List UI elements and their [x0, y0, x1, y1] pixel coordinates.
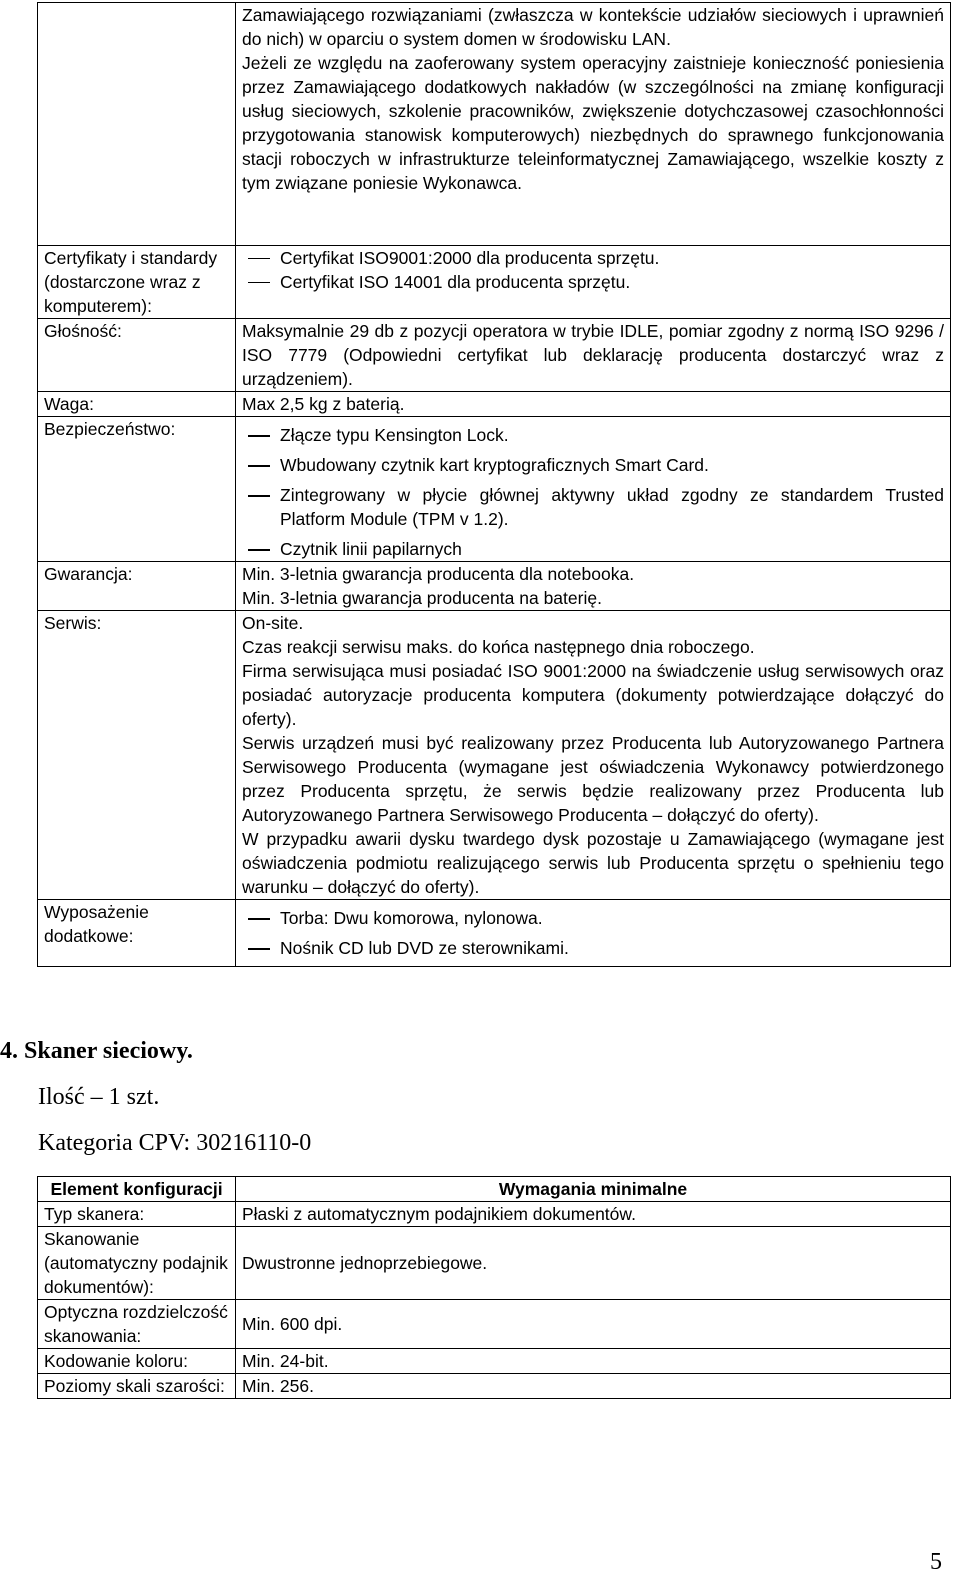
table-row	[38, 392, 951, 417]
table-row	[38, 900, 951, 967]
cpv-text: Kategoria CPV: 30216110-0	[38, 1130, 312, 1156]
row-label: Skanowanie (automatyczny podajnik dokumentów):	[38, 1227, 236, 1300]
requirement-text: Jeżeli ze względu na zaoferowany system operacyjny zaistnieje konieczność poniesienia przez Zamawiającego dodatkowych nakładów (w szczególności na zmianę konfiguracji usług sieciowych, szkolenie pracowników, zwiększenie dotychczasowej czasochłonności przygotowania stanowisk komputerowych) niezbędnych do sprawnego funkcjonowania stacji roboczych w infrastrukturze teleinformatycznej Zamawiającego, wszelkie koszty z tym związane poniesie Wykonawca.	[242, 53, 944, 193]
list-item: Wbudowany czytnik kart kryptograficznych Smart Card.	[242, 453, 944, 477]
column-header-requirements: Wymagania minimalne	[236, 1177, 951, 1202]
list-item: Zintegrowany w płycie głównej aktywny układ zgodny ze standardem Trusted Platform Module (TPM v 1.2).	[242, 483, 944, 531]
row-label-wyposazenie: Wyposażenie dodatkowe:	[38, 900, 236, 967]
list-item: Certyfikat ISO 14001 dla producenta sprzętu.	[242, 270, 944, 294]
row-label-bezpieczenstwo: Bezpieczeństwo:	[38, 417, 236, 562]
list-item: Firma serwisująca musi posiadać ISO 9001:2000 na świadczenie usług serwisowych oraz posiadać autoryzacje producenta komputera (dokumenty potwierdzające dołączyć do oferty).	[242, 661, 944, 729]
column-header-element: Element konfiguracji	[38, 1177, 236, 1202]
list-item: W przypadku awarii dysku twardego dysk pozostaje u Zamawiającego (wymagane jest oświadczenia podmiotu realizującego serwis lub Producenta sprzętu o spełnieniu tego warunku – dołączyć do oferty).	[242, 829, 944, 897]
list-item: On-site.	[242, 613, 304, 633]
table-row	[38, 1202, 951, 1227]
row-label-serwis: Serwis:	[38, 611, 236, 900]
row-label: Kodowanie koloru:	[38, 1349, 236, 1374]
row-label-glosnosc: Głośność:	[38, 319, 236, 392]
table-header-row	[38, 1177, 951, 1202]
list-item: Czytnik linii papilarnych	[242, 537, 944, 561]
list-item: Złącze typu Kensington Lock.	[242, 423, 944, 447]
row-value: Min. 24-bit.	[236, 1349, 951, 1374]
row-label: Poziomy skali szarości:	[38, 1374, 236, 1399]
row-value: Min. 600 dpi.	[236, 1300, 951, 1349]
row-value-waga: Max 2,5 kg z baterią.	[236, 392, 951, 417]
row-value: Min. 256.	[236, 1374, 951, 1399]
row-label: Optyczna rozdzielczość skanowania:	[38, 1300, 236, 1349]
table-row	[38, 1227, 951, 1300]
spec-table-scanner	[37, 1176, 951, 1399]
row-label-gwarancja: Gwarancja:	[38, 562, 236, 611]
table-row	[38, 246, 951, 319]
list-item: Czas reakcji serwisu maks. do końca następnego dnia roboczego.	[242, 637, 755, 657]
table-row	[38, 319, 951, 392]
row-label: Typ skanera:	[38, 1202, 236, 1227]
page-number: 5	[930, 1549, 942, 1575]
spec-table-notebook	[37, 2, 951, 967]
list-item: Serwis urządzeń musi być realizowany przez Producenta lub Autoryzowanego Partnera Serwisowego Producenta (wymagane jest oświadczenia Wykonawcy potwierdzonego przez Producenta sprzętu, że serwis będzie realizowany przez Producenta lub Autoryzowanego Partnera Serwisowego Producenta – dołączyć do oferty).	[242, 733, 944, 825]
section-title: 4. Skaner sieciowy.	[0, 1038, 193, 1064]
table-row	[38, 3, 951, 246]
table-row	[38, 1300, 951, 1349]
row-value: Dwustronne jednoprzebiegowe.	[236, 1227, 951, 1300]
table-row	[38, 1349, 951, 1374]
list-item: Min. 3-letnia gwarancja producenta dla notebooka.	[242, 564, 635, 584]
row-value-glosnosc: Maksymalnie 29 db z pozycji operatora w trybie IDLE, pomiar zgodny z normą ISO 9296 / ISO 7779 (Odpowiedni certyfikat lub deklarację producenta dostarczyć wraz z urządzeniem).	[236, 319, 951, 392]
list-item: Torba: Dwu komorowa, nylonowa.	[242, 906, 944, 930]
requirement-text: Zamawiającego rozwiązaniami (zwłaszcza w kontekście udziałów sieciowych i uprawnień do nich) w oparciu o system domen w środowisku LAN.	[242, 5, 944, 49]
row-label-certyfikaty: Certyfikaty i standardy (dostarczone wraz z komputerem):	[38, 246, 236, 319]
list-item: Nośnik CD lub DVD ze sterownikami.	[242, 936, 944, 960]
row-label-waga: Waga:	[38, 392, 236, 417]
row-value: Płaski z automatycznym podajnikiem dokumentów.	[236, 1202, 951, 1227]
table-row	[38, 1374, 951, 1399]
list-item: Certyfikat ISO9001:2000 dla producenta sprzętu.	[242, 246, 944, 270]
table-row	[38, 562, 951, 611]
quantity-text: Ilość – 1 szt.	[38, 1084, 160, 1110]
list-item: Min. 3-letnia gwarancja producenta na baterię.	[242, 588, 602, 608]
table-row	[38, 417, 951, 562]
table-row	[38, 611, 951, 900]
